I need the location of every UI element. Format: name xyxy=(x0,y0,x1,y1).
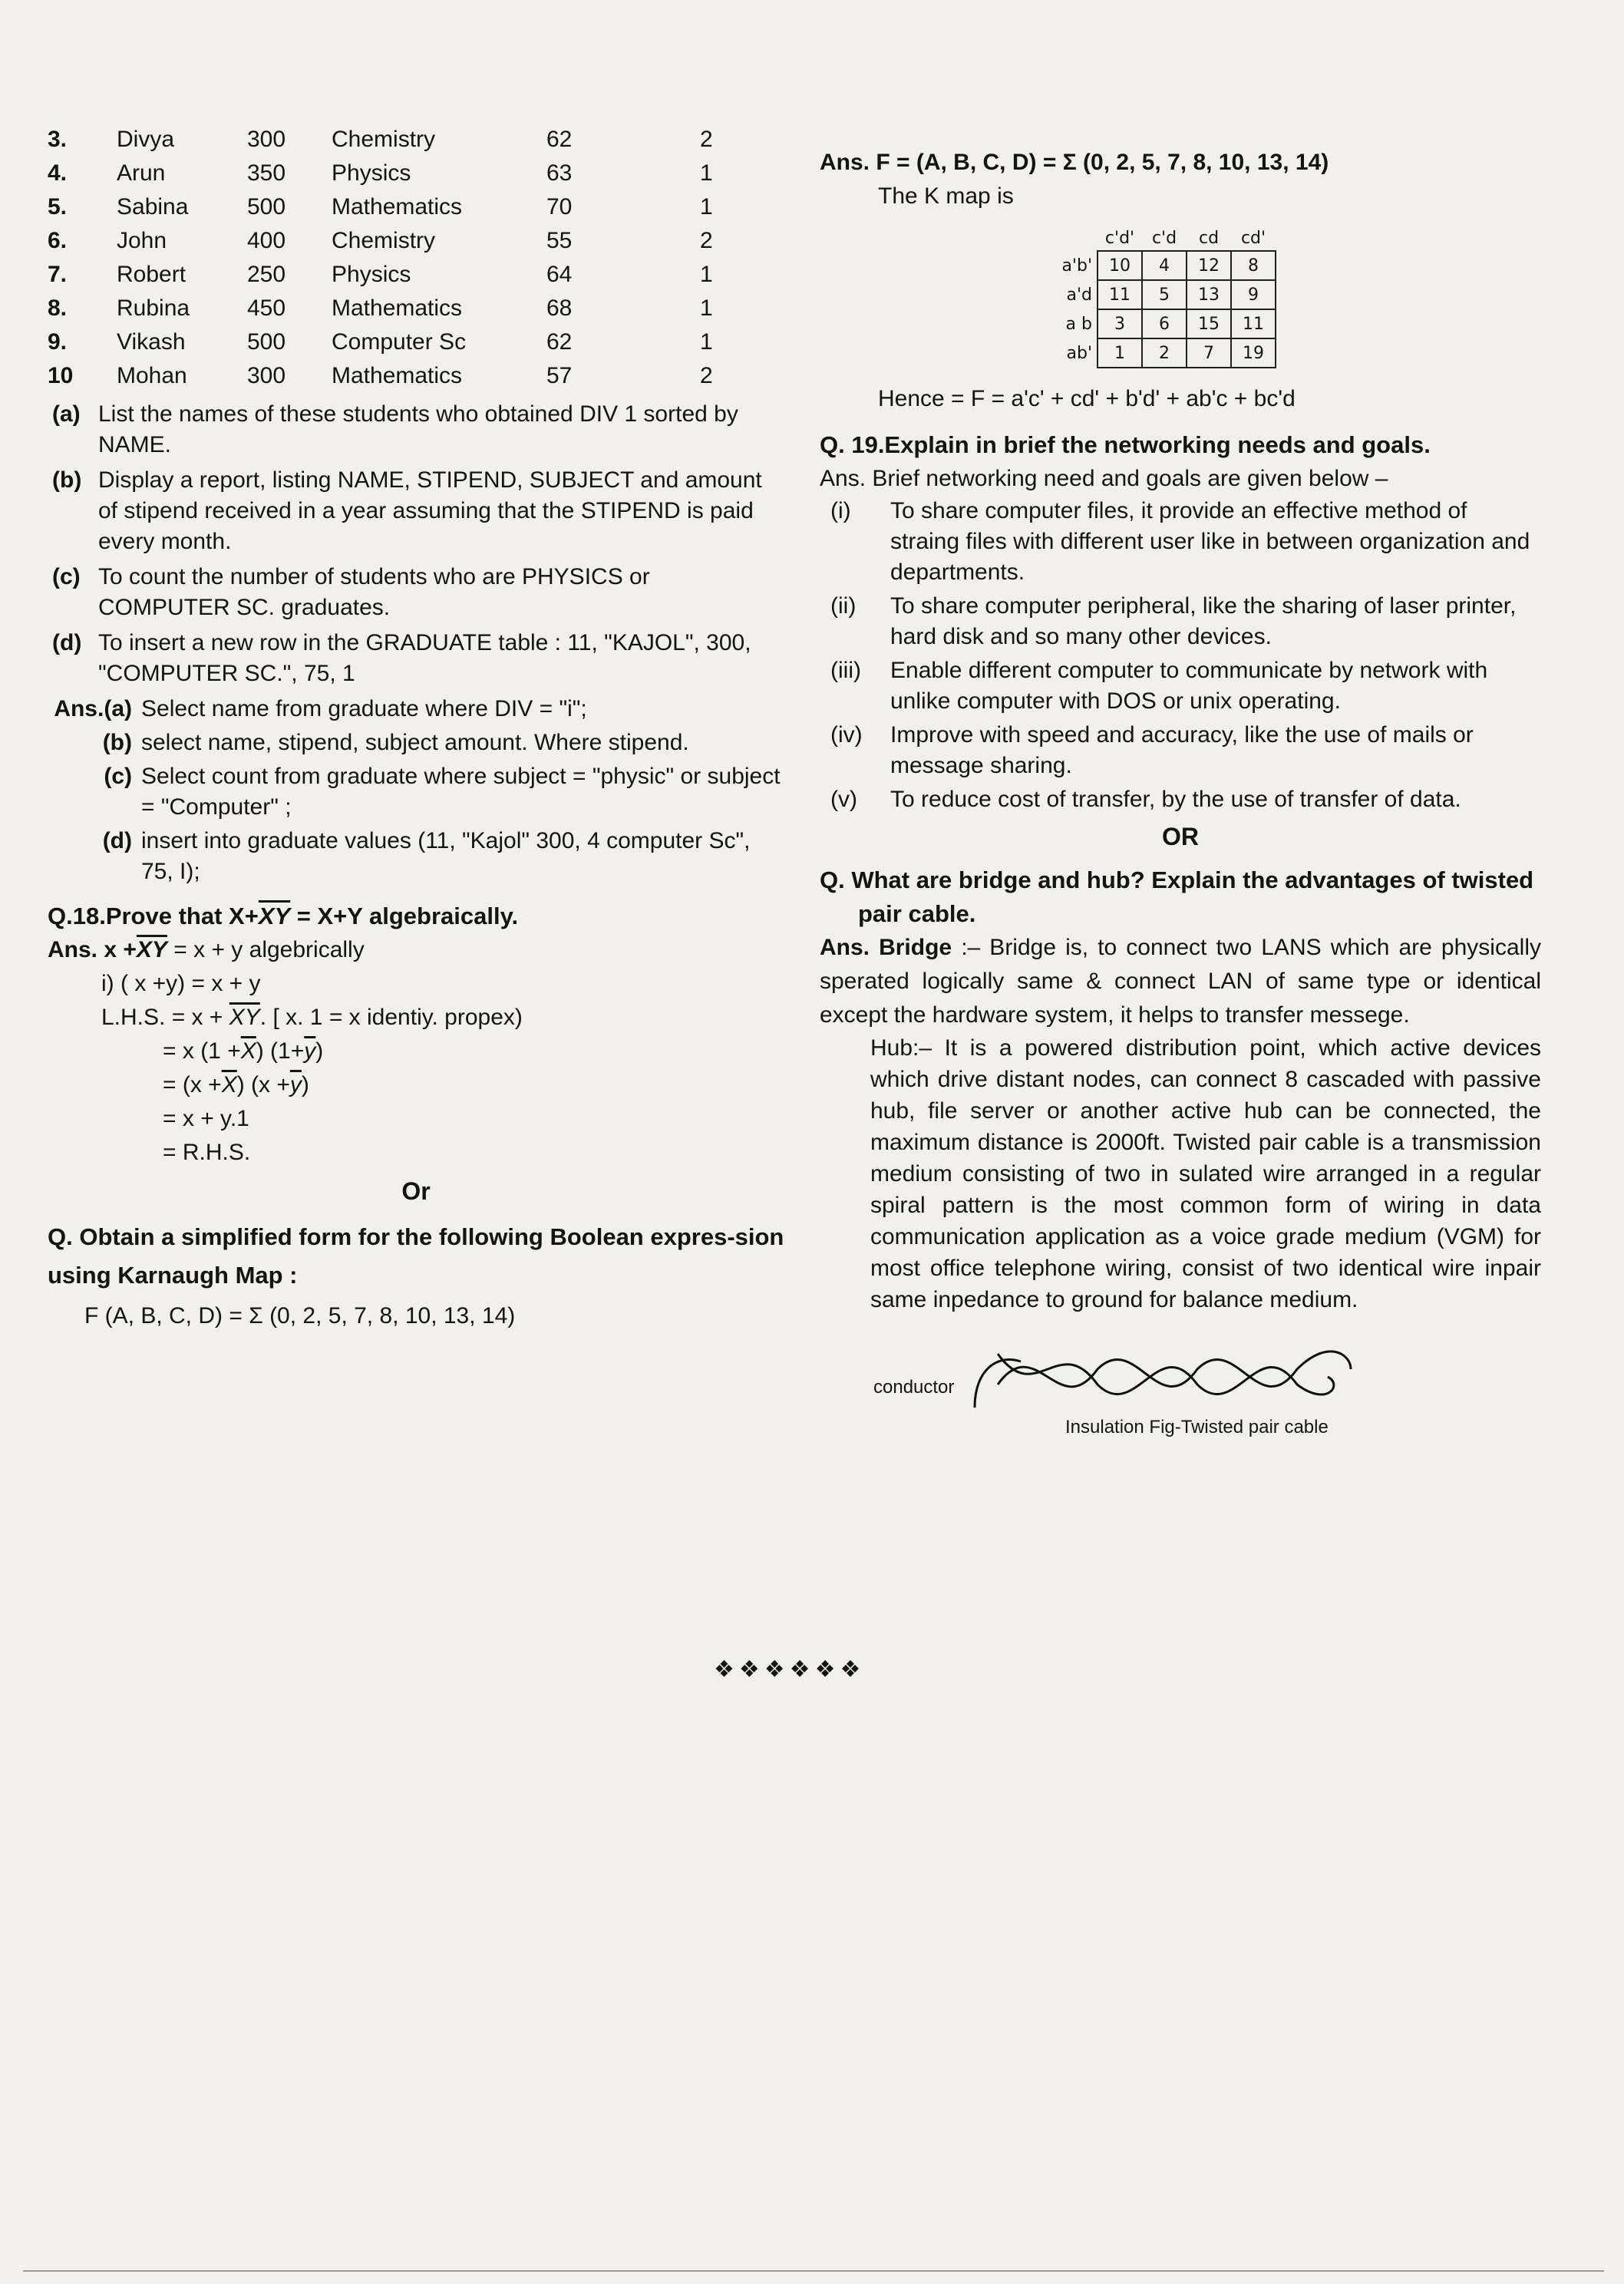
kmap-cell: 6 xyxy=(1142,309,1187,338)
cell-stipend: 350 xyxy=(247,160,286,186)
cell-no: 6. xyxy=(48,228,68,253)
q17-part xyxy=(48,465,784,557)
q17-part-label: (b) xyxy=(52,467,82,493)
q17-part xyxy=(48,562,784,623)
graduate-table-row xyxy=(48,359,746,393)
cell-stipend: 500 xyxy=(247,194,286,219)
q19-point-label: (iv) xyxy=(830,722,863,748)
q18-step-2: L.H.S. = $x + \overline{XY}$. [ x. 1 = x identiy. propex) xyxy=(101,1005,523,1030)
q19-point-label: (i) xyxy=(830,498,851,523)
or-divider-left: Or xyxy=(401,1177,431,1205)
kmap-row-head: a b xyxy=(1065,314,1092,334)
kmap-cell: 11 xyxy=(1231,309,1276,338)
q17-part-text: List the names of these students who obtained DIV 1 sorted by NAME. xyxy=(98,401,738,457)
cell-no: 7. xyxy=(48,262,68,287)
cell-marks: 62 xyxy=(546,127,573,152)
q17-part xyxy=(48,399,784,460)
q19-point xyxy=(820,655,1541,717)
kmap-cell: 12 xyxy=(1187,251,1231,280)
cell-stipend: 300 xyxy=(247,363,286,388)
cell-subject: Mathematics xyxy=(332,194,463,219)
q17-answer-label: Ans.(a) xyxy=(54,696,132,721)
cell-div: 1 xyxy=(700,194,713,219)
right-column xyxy=(820,146,1541,1438)
kmap-row-head: a'b' xyxy=(1061,256,1092,276)
bridge-definition: :– Bridge is, to connect two LANS which are physically sperated logically same & connect LAN of same type or identical except the hardware system, it helps to transfer messege. xyxy=(820,935,1541,1028)
kmap-cell: 4 xyxy=(1142,251,1187,280)
cell-div: 2 xyxy=(700,228,713,253)
or-divider-right: OR xyxy=(1162,823,1199,850)
kmap-cell: 2 xyxy=(1142,338,1187,368)
q17-answer-label: (d) xyxy=(102,828,132,853)
q17-part-label: (d) xyxy=(52,630,82,655)
cell-stipend: 400 xyxy=(247,228,286,253)
q18-step-5: = x + y.1 xyxy=(163,1106,249,1131)
fig-caption: Insulation Fig-Twisted pair cable xyxy=(1065,1417,1329,1437)
cell-name: Divya xyxy=(117,127,175,152)
cell-div: 2 xyxy=(700,363,713,388)
q19-point-label: (ii) xyxy=(830,593,857,619)
bridge-answer-label: Ans. Bridge xyxy=(820,935,952,960)
kmap-col-head: c'd' xyxy=(1104,228,1135,248)
q17-part-label: (a) xyxy=(52,401,81,427)
karnaugh-map-grid xyxy=(1058,226,1276,368)
kmap-row-head: ab' xyxy=(1066,343,1092,363)
twisted-pair-cable-drawing xyxy=(967,1338,1366,1415)
q17-answer-text: Select name from graduate where DIV = "i"; xyxy=(141,696,587,721)
q17-answer xyxy=(48,728,784,758)
q19-point xyxy=(820,720,1541,781)
q18-step-3: = x $(1 +\overline{X})$ $(1+\overline{y})$ xyxy=(163,1038,324,1064)
kmap-cell: 13 xyxy=(1187,280,1231,309)
kmap-col-head: cd xyxy=(1198,228,1220,248)
kmap-result: Hence = F = a'c' + cd' + b'd' + ab'c + bc'd xyxy=(878,386,1296,411)
kmap-question-title: Q. Obtain a simplified form for the following Boolean expres-sion using Karnaugh Map : xyxy=(48,1223,784,1289)
cell-stipend: 500 xyxy=(247,329,286,355)
kmap-row xyxy=(1058,309,1276,338)
q19-point-text: To share computer peripheral, like the sharing of laser printer, hard disk and so many other devices. xyxy=(890,593,1517,649)
cell-name: Robert xyxy=(117,262,186,287)
q17-answer-label: (c) xyxy=(104,764,132,789)
cell-name: Rubina xyxy=(117,295,190,321)
kmap-row xyxy=(1058,251,1276,280)
kmap-cell: 9 xyxy=(1231,280,1276,309)
cell-no: 8. xyxy=(48,295,68,321)
cell-name: Vikash xyxy=(117,329,186,355)
cell-subject: Physics xyxy=(332,160,411,186)
cell-div: 1 xyxy=(700,329,713,355)
q19-point-text: Enable different computer to communicate by network with unlike computer with DOS or unix operating. xyxy=(890,658,1488,714)
cell-name: Arun xyxy=(117,160,166,186)
q17-answer xyxy=(48,761,784,823)
kmap-row-head: a'd xyxy=(1066,285,1092,305)
kmap-cell: 19 xyxy=(1231,338,1276,368)
q18-step-1: i) ( x +y) = x + y xyxy=(101,971,261,996)
q17-part-text: Display a report, listing NAME, STIPEND, SUBJECT and amount of stipend received in a year assuming that the STIPEND is paid every month. xyxy=(98,467,762,554)
cell-no: 10 xyxy=(48,363,74,388)
kmap-row xyxy=(1058,338,1276,368)
q19-point-label: (v) xyxy=(830,787,857,812)
hub-definition: Hub:– It is a powered distribution point, which active devices which drive distant nodes, can connect 8 cascaded with passive hub, file server or another active hub can be connected, the maximum distance is 2000ft. Twisted pair cable is a transmission medium consisting of two in sulated wire arranged in a regular spiral pattern is the most common form of wiring in data communication application as a voice grade medium (VGM) for most office telephone wiring, consist of two identical wire inpair same inpedance to ground for balance medium. xyxy=(870,1035,1541,1312)
graduate-table-row xyxy=(48,325,746,359)
q19-point xyxy=(820,591,1541,652)
q17-questions xyxy=(48,399,784,689)
bottom-border xyxy=(23,2270,1604,2272)
graduate-table xyxy=(48,123,746,393)
cell-subject: Physics xyxy=(332,262,411,287)
kmap-row xyxy=(1058,280,1276,309)
kmap-cell: 10 xyxy=(1098,251,1142,280)
cell-marks: 70 xyxy=(546,194,573,219)
twisted-pair-figure xyxy=(820,1338,1541,1438)
kmap-cell: 1 xyxy=(1098,338,1142,368)
cell-marks: 64 xyxy=(546,262,573,287)
cell-div: 2 xyxy=(700,127,713,152)
q17-answer-text: insert into graduate values (11, "Kajol" 300, 4 computer Sc", 75, I); xyxy=(141,828,751,884)
graduate-table-row xyxy=(48,292,746,325)
cell-marks: 57 xyxy=(546,363,573,388)
q19-points xyxy=(820,496,1541,815)
q17-part-text: To insert a new row in the GRADUATE table : 11, "KAJOL", 300, "COMPUTER SC.", 75, 1 xyxy=(98,630,751,686)
cell-stipend: 300 xyxy=(247,127,286,152)
bridge-answer xyxy=(820,931,1541,1032)
cell-name: John xyxy=(117,228,167,253)
q19-answer-head: Ans. Brief networking need and goals are given below – xyxy=(820,466,1388,491)
q19-point xyxy=(820,496,1541,588)
kmap-answer-line: Ans. F = (A, B, C, D) = Σ (0, 2, 5, 7, 8, 10, 13, 14) xyxy=(820,150,1329,175)
cell-div: 1 xyxy=(700,262,713,287)
kmap-cell: 11 xyxy=(1098,280,1142,309)
cell-subject: Mathematics xyxy=(332,363,463,388)
q19-point xyxy=(820,784,1541,815)
cell-no: 9. xyxy=(48,329,68,355)
q18-answer-head: Ans. $x +\overline{XY} = x + y$ algebrically xyxy=(48,937,365,962)
cell-name: Mohan xyxy=(117,363,187,388)
fig-conductor-label: conductor xyxy=(873,1377,955,1398)
graduate-table-row xyxy=(48,157,746,190)
cell-name: Sabina xyxy=(117,194,189,219)
kmap-cell: 3 xyxy=(1098,309,1142,338)
graduate-table-row xyxy=(48,190,746,224)
q17-answers xyxy=(48,694,784,887)
q19-point-label: (iii) xyxy=(830,658,861,683)
cell-no: 5. xyxy=(48,194,68,219)
end-ornament: ❖❖❖❖❖❖ xyxy=(714,1657,866,1682)
bridge-hub-question: Q. What are bridge and hub? Explain the advantages of twisted pair cable. xyxy=(820,866,1534,927)
cell-div: 1 xyxy=(700,295,713,321)
q19-point-text: To reduce cost of transfer, by the use of transfer of data. xyxy=(890,787,1461,812)
q18-step-4: = $(x +\overline{X})$ $(x +\overline{y})$ xyxy=(163,1072,309,1097)
kmap-col-head: cd' xyxy=(1240,228,1266,248)
q18-step-6: = R.H.S. xyxy=(163,1140,251,1165)
q17-answer xyxy=(48,694,784,724)
cell-div: 1 xyxy=(700,160,713,186)
cell-no: 3. xyxy=(48,127,68,152)
karnaugh-map xyxy=(1058,226,1541,368)
kmap-cell: 15 xyxy=(1187,309,1231,338)
cell-marks: 68 xyxy=(546,295,573,321)
kmap-cell: 5 xyxy=(1142,280,1187,309)
q17-part-label: (c) xyxy=(52,564,81,589)
cell-marks: 62 xyxy=(546,329,573,355)
q17-answer-text: Select count from graduate where subject = "physic" or subject = "Computer" ; xyxy=(141,764,781,820)
kmap-cell: 8 xyxy=(1231,251,1276,280)
cell-subject: Chemistry xyxy=(332,228,436,253)
q19-title: Q. 19.Explain in brief the networking needs and goals. xyxy=(820,431,1431,458)
q19-point-text: Improve with speed and accuracy, like the use of mails or message sharing. xyxy=(890,722,1474,778)
cell-subject: Mathematics xyxy=(332,295,463,321)
cell-subject: Computer Sc xyxy=(332,329,467,355)
q18-title: Q.18.Prove that $X+\overline{XY} = X+Y$ algebraically. xyxy=(48,903,519,929)
cell-stipend: 250 xyxy=(247,262,286,287)
cell-marks: 63 xyxy=(546,160,573,186)
graduate-table-row xyxy=(48,224,746,258)
cell-stipend: 450 xyxy=(247,295,286,321)
graduate-table-row xyxy=(48,258,746,292)
kmap-intro: The K map is xyxy=(878,183,1014,209)
cell-marks: 55 xyxy=(546,228,573,253)
kmap-question-expression: F (A, B, C, D) = Σ (0, 2, 5, 7, 8, 10, 13, 14) xyxy=(84,1303,516,1328)
q17-part xyxy=(48,628,784,689)
kmap-col-head: c'd xyxy=(1151,228,1177,248)
q17-answer-label: (b) xyxy=(102,730,132,755)
q17-answer-text: select name, stipend, subject amount. Where stipend. xyxy=(141,730,689,755)
cell-no: 4. xyxy=(48,160,68,186)
q17-part-text: To count the number of students who are PHYSICS or COMPUTER SC. graduates. xyxy=(98,564,650,620)
left-column xyxy=(48,123,784,1333)
kmap-cell: 7 xyxy=(1187,338,1231,368)
cell-subject: Chemistry xyxy=(332,127,436,152)
graduate-table-row xyxy=(48,123,746,157)
q19-point-text: To share computer files, it provide an effective method of straing files with different user like in between organization and departments. xyxy=(890,498,1530,585)
q17-answer xyxy=(48,826,784,887)
